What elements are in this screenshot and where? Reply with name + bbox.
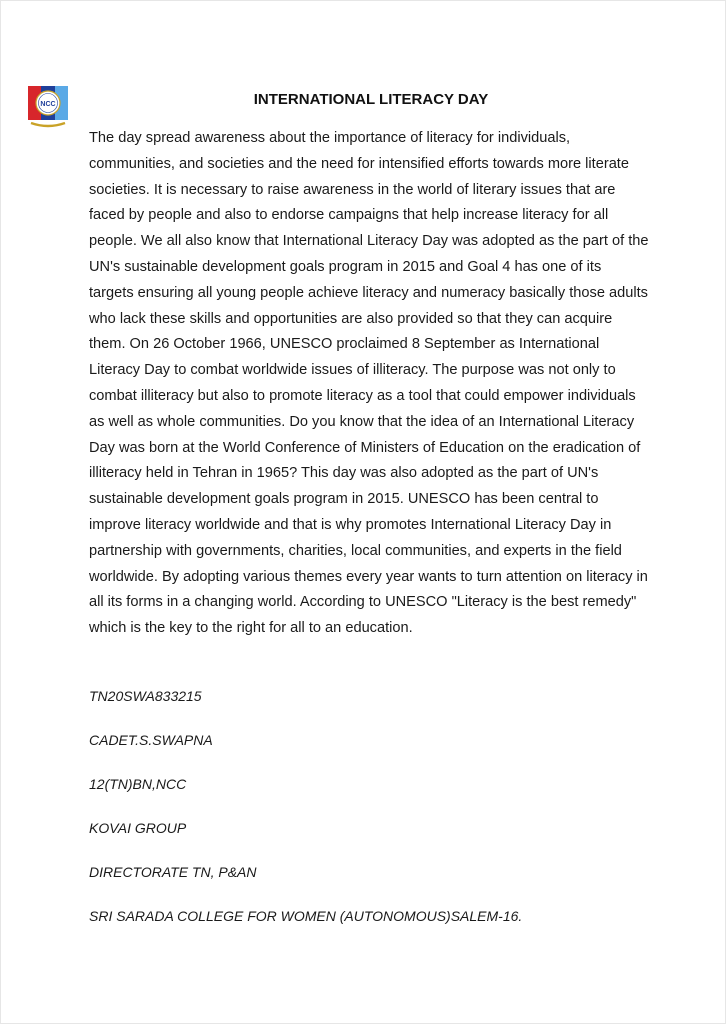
logo-text: NCC xyxy=(40,101,56,108)
signature-directorate: DIRECTORATE TN, P&AN xyxy=(89,864,257,880)
page-title: INTERNATIONAL LITERACY DAY xyxy=(253,91,489,108)
signature-group: KOVAI GROUP xyxy=(89,820,187,836)
body-paragraph: The day spread awareness about the importance of literacy for individuals, communities, and societies and the need for intensified efforts towards more literate societies. It is necessary to raise awareness in the world of literary issues that are faced by people and also to endorse campaigns that help increase literacy for all people. We all also know that International Literacy Day was adopted as the part of the UN's sustainable development goals program in 2015 and Goal 4 has one of its targets ensuring all young people achieve literacy and numeracy basically those adults who lack these skills and opportunities are also provided so that they can acquire them. On 26 October 1966, UNESCO proclaimed 8 September as International Literacy Day to combat worldwide issues of illiteracy. The purpose was not only to combat illiteracy but also to promote literacy as a tool that could empower individuals as well as whole communities. Do you know that the idea of an International Literacy Day was born at the World Conference of Ministers of Education on the eradication of illiteracy held in Tehran in 1965? This day was also adopted as the part of UN's sustainable development goals program in 2015. UNESCO has been central to improve literacy worldwide and that is why promotes International Literacy Day in partnership with governments, charities, local communities, and experts in the field worldwide. By adopting various themes every year wants to turn attention on literacy in all its forms in a changing world. According to UNESCO "Literacy is the best remedy" which is the key to the right for all to an education. xyxy=(89,130,649,637)
signature-unit: 12(TN)BN,NCC xyxy=(89,776,187,792)
signature-college: SRI SARADA COLLEGE FOR WOMEN (AUTONOMOUS)SALEM-16. xyxy=(89,908,523,924)
signature-name: CADET.S.SWAPNA xyxy=(89,732,213,748)
signature-id: TN20SWA833215 xyxy=(89,688,202,704)
